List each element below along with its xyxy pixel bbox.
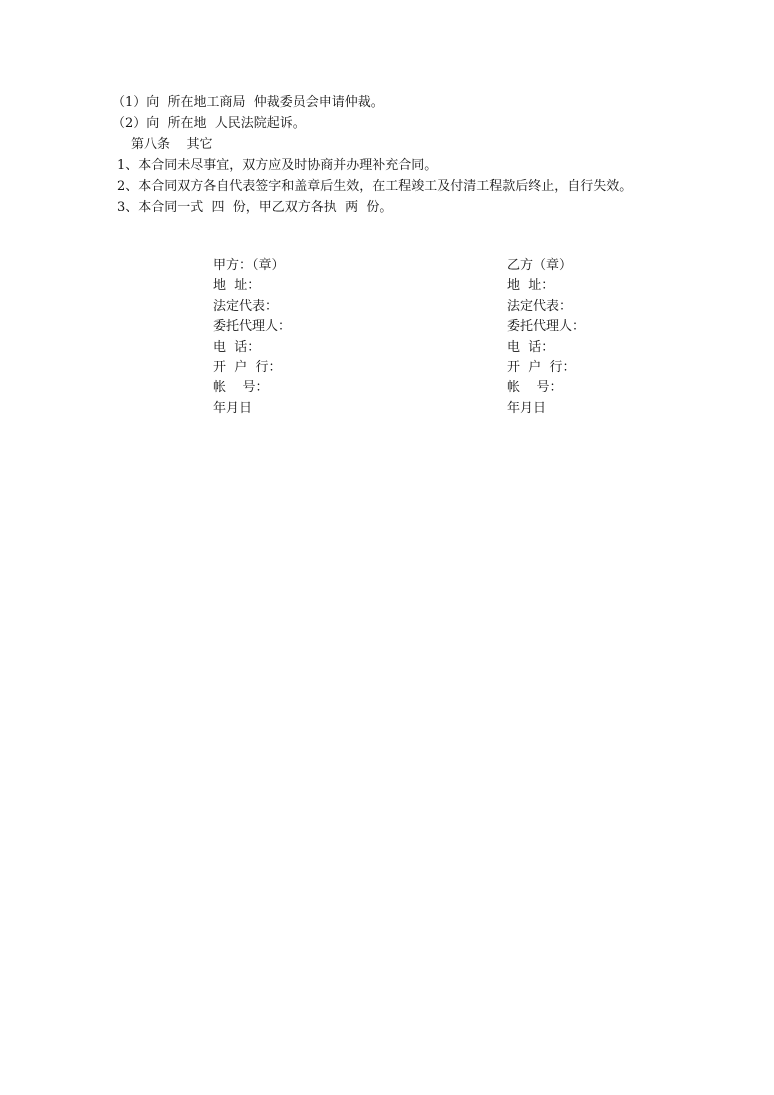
party-a-phone-label: 电 话： — [213, 339, 261, 355]
clause-supplement: 1、本合同未尽事宜，双方应及时协商并办理补充合同。 — [117, 158, 438, 173]
party-b-legal-rep-label: 法定代表： — [507, 298, 573, 314]
party-b-title: 乙方（章） — [507, 258, 573, 273]
clause-effective: 2、本合同双方各自代表签字和盖章后生效，在工程竣工及付清工程款后终止，自行失效。 — [117, 179, 633, 194]
party-a-bank-label: 开 户 行： — [213, 359, 282, 375]
party-b-account-label: 帐 号： — [507, 380, 563, 396]
party-a-address-label: 地 址： — [213, 278, 261, 294]
clause-arbitration: （1）向 所在地工商局 仲裁委员会申请仲裁。 — [112, 95, 384, 110]
party-b-agent-label: 委托代理人： — [507, 319, 586, 335]
party-b-bank-label: 开 户 行： — [507, 359, 576, 375]
party-b-date-label: 年月日 — [507, 400, 547, 416]
party-a-agent-label: 委托代理人： — [213, 319, 292, 335]
party-a-title: 甲方：（章） — [213, 258, 285, 273]
party-a-account-label: 帐 号： — [213, 380, 269, 396]
party-b-address-label: 地 址： — [507, 278, 555, 294]
clause-court: （2）向 所在地 人民法院起诉。 — [112, 116, 306, 131]
party-a-date-label: 年月日 — [213, 400, 253, 416]
party-b-signature-block — [507, 256, 585, 419]
clause-copies: 3、本合同一式 四 份，甲乙双方各执 两 份。 — [117, 200, 393, 215]
article-eight-heading: 第八条 其它 — [131, 137, 213, 152]
party-a-signature-block — [213, 256, 291, 419]
party-a-legal-rep-label: 法定代表： — [213, 298, 279, 314]
party-b-phone-label: 电 话： — [507, 339, 555, 355]
